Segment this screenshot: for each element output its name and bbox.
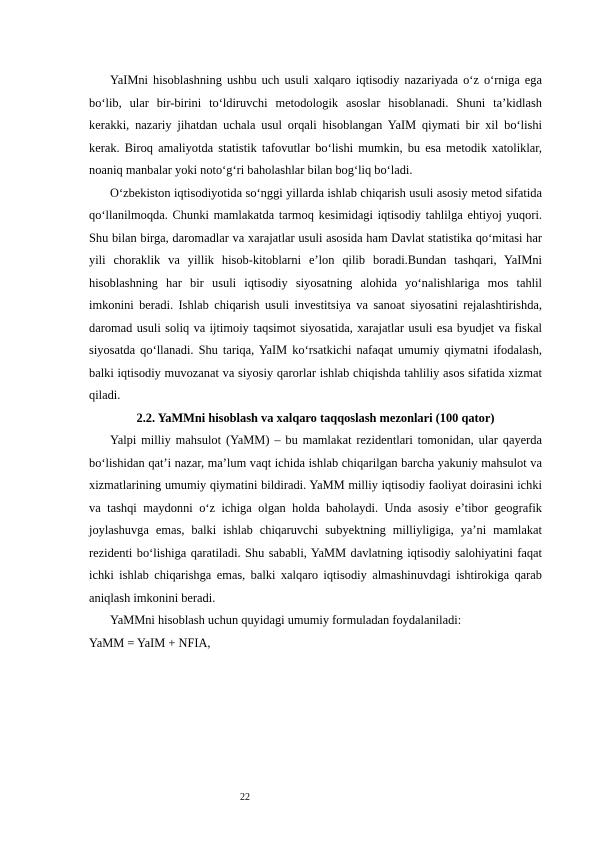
paragraph: YaMMni hisoblash uchun quyidagi umumiy formuladan foydalaniladi:: [110, 613, 462, 627]
formula-line: YaMM = YaIM + NFIA,: [89, 635, 211, 650]
paragraph: Yalpi milliy mahsulot (YaMM) – bu mamlakat rezidentlari tomonidan, ular qayerda bo‘lishidan qat’i nazar, ma’lum vaqt ichida ishlab chiqarilgan barcha yakuniy mahsulot va xizmatlarining umumiy qiymatini bildiradi. YaMM milliy iqtisodiy faoliyat doirasini ichki va tashqi maydonni o‘z ichiga olgan holda baholaydi. Unda asosiy e’tibor geografik joylashuvga emas, balki ishlab chiqaruvchi subyektning milliyligiga, ya’ni mamlakat rezidenti bo‘lishiga qaratiladi. Shu sababli, YaMM davlatning iqtisodiy salohiyatini faqat ichki ishlab chiqarishga emas, balki xalqaro iqtisodiy almashinuvdagi ishtirokiga qarab aniqlash imkonini beradi.: [89, 433, 542, 605]
document-page: [89, 69, 542, 654]
page-number: 22: [240, 792, 250, 803]
section-heading: 2.2. YaMMni hisoblash va xalqaro taqqoslash mezonlari (100 qator): [136, 410, 495, 425]
page-number-container: [0, 792, 595, 803]
paragraph: O‘zbekiston iqtisodiyotida so‘nggi yillarda ishlab chiqarish usuli asosiy metod sifatida qo‘llanilmoqda. Chunki mamlakatda tarmoq kesimidagi iqtisodiy tahlilga ehtiyoj yuqori. Shu bilan birga, daromadlar va xarajatlar usuli asosida ham Davlat statistika qo‘mitasi har yili choraklik va yillik hisob-kitoblarni e’lon qilib boradi.Bundan tashqari, YaIMni hisoblashning har bir usuli iqtisodiy siyosatning alohida yo‘nalishlariga mos tahlil imkonini beradi. Ishlab chiqarish usuli investitsiya va sanoat siyosatini rejalashtirishda, daromad usuli soliq va ijtimoiy taqsimot siyosatida, xarajatlar usuli esa byudjet va fiskal siyosatda qo‘llanadi. Shu tariqa, YaIM ko‘rsatkichi nafaqat umumiy qiymatni ifodalash, balki iqtisodiy muvozanat va siyosiy qarorlar ishlab chiqishda tahliliy asos sifatida xizmat qiladi.: [89, 185, 542, 402]
paragraph: YaIMni hisoblashning ushbu uch usuli xalqaro iqtisodiy nazariyada o‘z o‘rniga ega bo‘lib, ular bir-birini to‘ldiruvchi metodologik asoslar hisoblanadi. Shuni ta’kidlash kerakki, nazariy jihatdan uchala usul orqali hisoblangan YaIM qiymati bir xil bo‘lishi kerak. Biroq amaliyotda statistik tafovutlar bo‘lishi mumkin, bu esa metodik xatoliklar, noaniq manbalar yoki noto‘g‘ri baholashlar bilan bog‘liq bo‘ladi.: [89, 73, 542, 177]
